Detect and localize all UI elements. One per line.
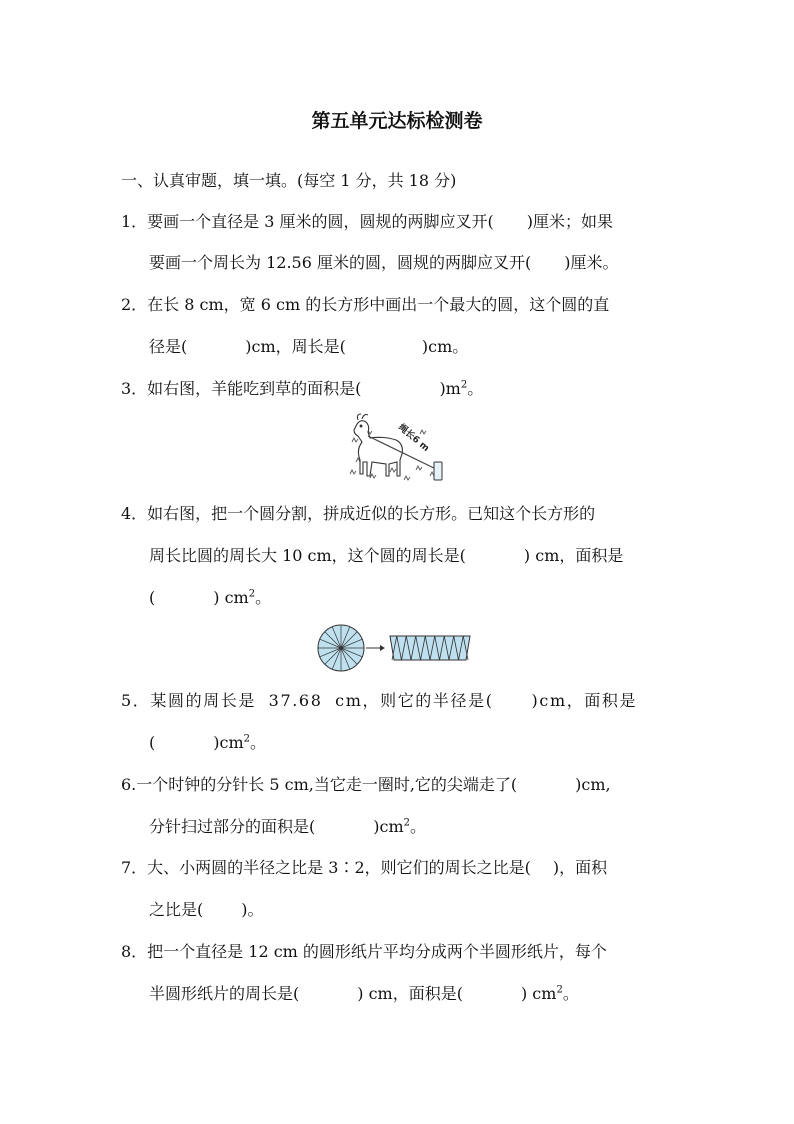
question-8-line-1: 8．把一个直径是 12 cm 的圆形纸片平均分成两个半圆形纸片，每个 bbox=[121, 942, 607, 961]
question-5-line-1: 5．某圆的周长是 37.68 cm，则它的半径是( )cm，面积是 bbox=[121, 691, 638, 710]
question-2-line-2: 径是( )cm，周长是( )cm。 bbox=[149, 337, 469, 356]
question-4-line-1: 4．如右图，把一个圆分割，拼成近似的长方形。已知这个长方形的 bbox=[121, 504, 596, 523]
stake-icon bbox=[434, 462, 442, 480]
question-4-line-2: 周长比圆的周长大 10 cm，这个圆的周长是( ) cm，面积是 bbox=[149, 546, 624, 565]
question-7-line-1: 7．大、小两圆的半径之比是 3∶2，则它们的周长之比是( )，面积 bbox=[121, 858, 608, 877]
question-2-line-1: 2．在长 8 cm，宽 6 cm 的长方形中画出一个最大的圆，这个圆的直 bbox=[121, 295, 610, 314]
goat-figure bbox=[346, 412, 450, 484]
question-5-line-2: ( )$cm^2$。 bbox=[149, 733, 267, 752]
question-3: 3．如右图，羊能吃到草的面积是( )$m^2$。 bbox=[121, 379, 484, 398]
question-4-line-3: ( ) $cm^2$。 bbox=[149, 588, 272, 607]
question-8-line-2: 半圆形纸片的周长是( ) cm，面积是( ) $cm^2$。 bbox=[149, 984, 579, 1003]
question-1-line-1: 1．要画一个直径是 3 厘米的圆，圆规的两脚应叉开( )厘米；如果 bbox=[121, 212, 614, 231]
page-title: 第五单元达标检测卷 bbox=[311, 110, 483, 132]
rope-length-label: 绳长6 m bbox=[396, 422, 431, 454]
question-1-line-2: 要画一个周长为 12.56 厘米的圆，圆规的两脚应叉开( )厘米。 bbox=[149, 253, 619, 272]
circle-rearrange-figure bbox=[314, 624, 476, 674]
question-7-line-2: 之比是( )。 bbox=[149, 900, 264, 919]
circle-sectors bbox=[318, 625, 364, 671]
goat-icon bbox=[354, 414, 402, 476]
question-6-line-1: 6.一个时钟的分针长 5 cm,当它走一圈时,它的尖端走了( )cm, bbox=[121, 775, 611, 794]
section-heading: 一、认真审题，填一填。(每空 1 分，共 18 分) bbox=[121, 171, 457, 190]
question-6-line-2: 分针扫过部分的面积是( )$cm^2$。 bbox=[149, 817, 427, 836]
